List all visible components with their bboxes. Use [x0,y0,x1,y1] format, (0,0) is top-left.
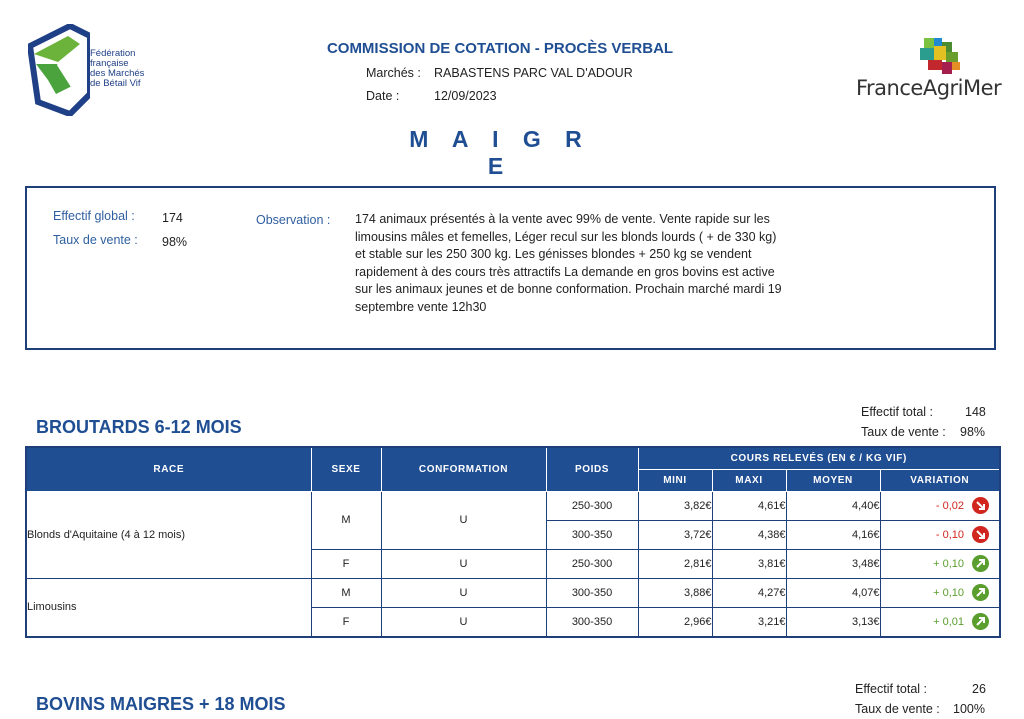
date-value: 12/09/2023 [434,89,497,103]
mini-cell: 2,81€ [638,549,712,578]
col-header-poids: POIDS [546,447,638,491]
moyen-cell: 4,40€ [786,491,880,520]
mini-cell: 2,96€ [638,607,712,637]
section2-taux-label: Taux de vente : [855,702,940,716]
moyen-cell: 3,13€ [786,607,880,637]
observation-label: Observation : [256,213,331,227]
conformation-cell: U [381,549,546,578]
franceagrimer-logo [852,38,1002,104]
conformation-cell: U [381,491,546,549]
logo-line-2: française [90,58,129,69]
franceagrimer-wordmark: FranceAgriMer [856,76,1002,100]
effectif-global-value: 174 [162,211,183,225]
arrow-up-right-icon [972,555,989,572]
observation-text: 174 animaux présentés à la vente avec 99% de vente. Vente rapide sur les limousins mâles et femelles, Léger recul sur les blonds lourds ( + de 330 kg) et stable sur les 250 300 kg. Les génisses blondes + 250 kg se vendent rapidement à des cours très attractifs La demande en gros bovins est active sur les animaux jeunes et de bonne conformation. Prochain marché mardi 19 septembre vente 12h30 [355,212,782,314]
col-header-maxi: MAXI [712,469,786,491]
logo-line-4: de Bétail Vif [90,78,141,89]
table-row [26,578,1000,607]
variation-value: + 0,01 [933,615,964,628]
sexe-cell: F [311,607,381,637]
logo-line-1: Fédération [90,48,136,59]
moyen-cell: 4,07€ [786,578,880,607]
variation-value: + 0,10 [933,557,964,570]
section1-taux-label: Taux de vente : [861,425,946,439]
poids-cell: 250-300 [546,549,638,578]
section-bovins-maigres-title: BOVINS MAIGRES + 18 MOIS [36,694,286,714]
sexe-cell: M [311,578,381,607]
arrow-down-right-icon [972,526,989,543]
taux-vente-value: 98% [162,235,188,249]
ffmbv-logo [28,24,158,116]
race-cell: Limousins [26,578,311,637]
sexe-cell: M [311,491,381,549]
maxi-cell: 4,61€ [712,491,786,520]
table-row [26,491,1000,520]
race-cell: Blonds d'Aquitaine (4 à 12 mois) [26,491,311,578]
poids-cell: 300-350 [546,578,638,607]
ffmbv-emblem-icon [28,24,90,116]
section1-taux-value: 98% [960,425,986,439]
section1-effectif-label: Effectif total : [861,405,934,419]
variation-cell [880,520,1000,549]
col-header-cours: COURS RELEVÉS (EN € / KG VIF) [638,447,1000,469]
effectif-global-label: Effectif global : [53,209,135,223]
variation-cell [880,578,1000,607]
conformation-cell: U [381,578,546,607]
variation-cell [880,607,1000,637]
poids-cell: 250-300 [546,491,638,520]
section-broutards-title: BROUTARDS 6-12 MOIS [36,417,242,437]
col-header-variation: VARIATION [880,469,1000,491]
variation-value: - 0,10 [935,528,964,541]
section2-taux-value: 100% [953,702,985,716]
arrow-up-right-icon [972,584,989,601]
mini-cell: 3,88€ [638,578,712,607]
col-header-mini: MINI [638,469,712,491]
broutards-table [25,446,1001,638]
logo-line-3: des Marchés [90,68,145,79]
franceagrimer-emblem-icon [920,38,962,78]
arrow-down-right-icon [972,497,989,514]
market-value: RABASTENS PARC VAL D'ADOUR [434,66,633,80]
moyen-cell: 4,16€ [786,520,880,549]
mini-cell: 3,82€ [638,491,712,520]
market-label: Marchés : [366,66,421,80]
poids-cell: 300-350 [546,607,638,637]
maxi-cell: 3,21€ [712,607,786,637]
moyen-cell: 3,48€ [786,549,880,578]
category-title: M A I G R E [409,126,591,179]
col-header-moyen: MOYEN [786,469,880,491]
poids-cell: 300-350 [546,520,638,549]
section1-effectif-value: 148 [965,405,986,419]
col-header-sexe: SEXE [311,447,381,491]
col-header-race: RACE [26,447,311,491]
arrow-up-right-icon [972,613,989,630]
section2-effectif-label: Effectif total : [855,682,928,696]
variation-value: - 0,02 [935,499,964,512]
variation-cell [880,549,1000,578]
col-header-conformation: CONFORMATION [381,447,546,491]
sexe-cell: F [311,549,381,578]
maxi-cell: 4,38€ [712,520,786,549]
maxi-cell: 4,27€ [712,578,786,607]
maxi-cell: 3,81€ [712,549,786,578]
section2-effectif-value: 26 [972,682,986,696]
mini-cell: 3,72€ [638,520,712,549]
conformation-cell: U [381,607,546,637]
taux-vente-label: Taux de vente : [53,233,138,247]
variation-value: + 0,10 [933,586,964,599]
date-label: Date : [366,89,400,103]
document-title: COMMISSION DE COTATION - PROCÈS VERBAL [326,40,674,57]
variation-cell [880,491,1000,520]
